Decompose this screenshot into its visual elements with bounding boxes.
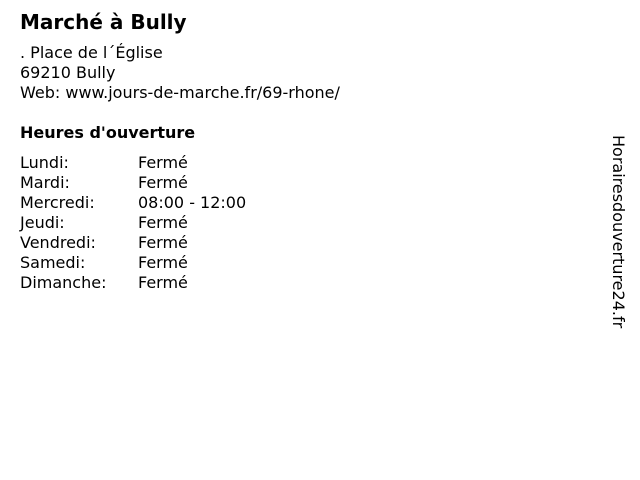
day-label: Mercredi: [20,193,95,212]
day-label: Vendredi: [20,233,96,252]
address-block [20,43,340,103]
site-watermark: Horairesdouverture24.fr [609,135,628,329]
day-label: Dimanche: [20,273,107,292]
day-hours: Fermé [138,153,188,172]
address-street: . Place de l´Église [20,43,163,62]
day-hours: Fermé [138,253,188,272]
day-hours: Fermé [138,173,188,192]
day-label: Mardi: [20,173,70,192]
address-city: 69210 Bully [20,63,116,82]
day-hours: Fermé [138,213,188,232]
day-hours: Fermé [138,233,188,252]
day-hours: Fermé [138,273,188,292]
page-title: Marché à Bully [20,10,187,34]
day-hours: 08:00 - 12:00 [138,193,247,212]
hours-heading: Heures d'ouverture [20,123,196,142]
website-link[interactable]: Web: www.jours-de-marche.fr/69-rhone/ [20,83,340,102]
day-label: Lundi: [20,153,69,172]
day-label: Samedi: [20,253,86,272]
day-label: Jeudi: [20,213,65,232]
